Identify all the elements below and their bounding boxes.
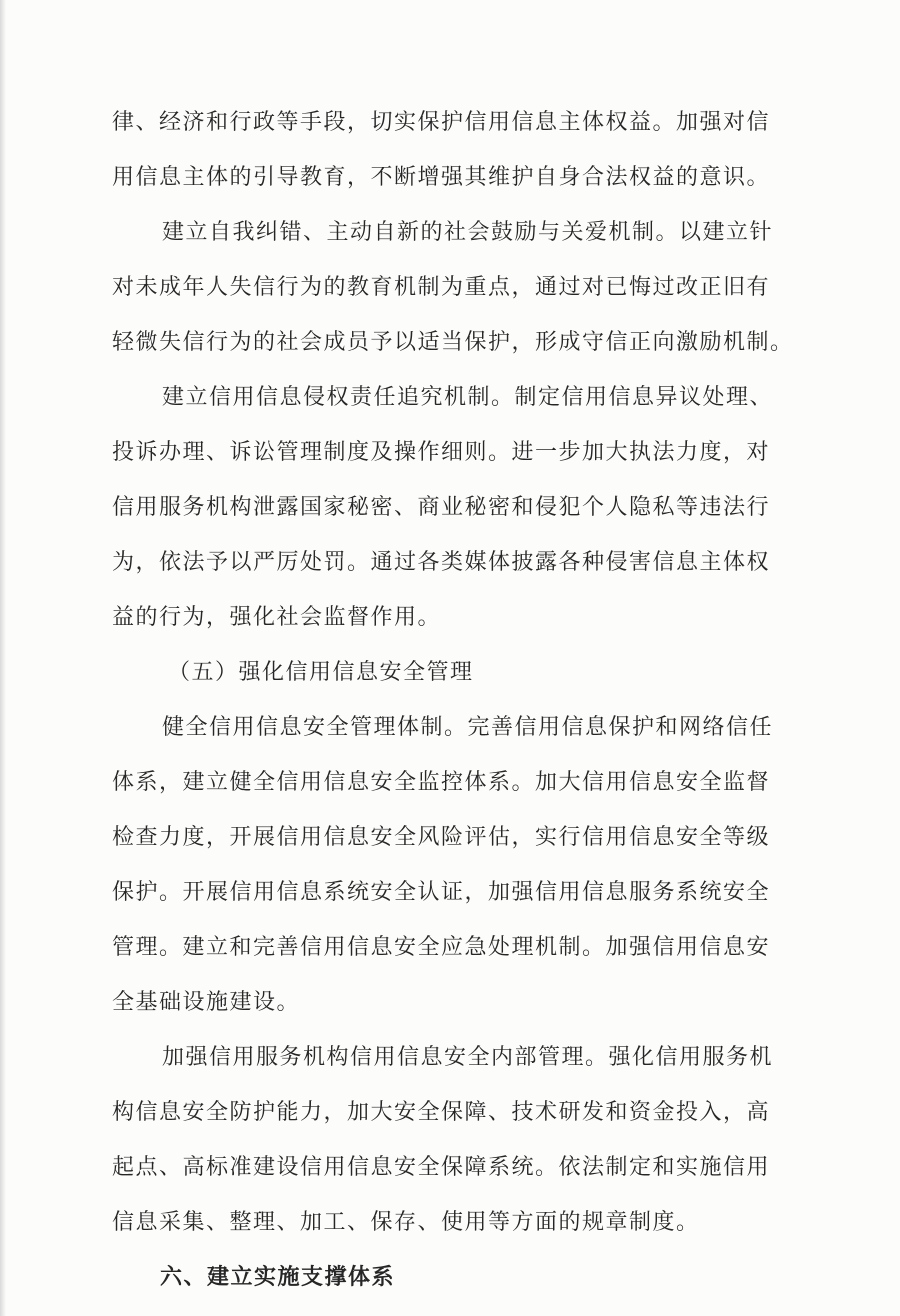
heading-text: 六、建立实施支撑体系 [160,1264,396,1290]
text-line: 轻微失信行为的社会成员予以适当保护，形成守信正向激励机制。 [112,330,794,355]
heading-text: （五）强化信用信息安全管理 [168,660,474,685]
page-edge-shadow [0,0,6,1316]
paragraph-rights-protection [112,95,812,205]
text-line: 构信息安全防护能力，加大安全保障、技术研发和资金投入，高 [112,1100,771,1125]
text-line: 全基础设施建设。 [112,990,301,1015]
text-line: 用信息主体的引导教育，不断增强其维护自身合法权益的意识。 [112,165,771,190]
text-line: 管理。建立和完善信用信息安全应急处理机制。加强信用信息安 [112,935,771,960]
text-line: 保护。开展信用信息系统安全认证，加强信用信息服务系统安全 [112,880,771,905]
text-line: 信息采集、整理、加工、保存、使用等方面的规章制度。 [112,1210,700,1235]
text-line: 体系，建立健全信用信息安全监控体系。加大信用信息安全监督 [112,770,771,795]
paragraph-self-correction [112,205,812,370]
text-line: 投诉办理、诉讼管理制度及操作细则。进一步加大执法力度，对 [112,440,771,465]
paragraph-infringement-liability [112,370,812,645]
text-line: 益的行为，强化社会监督作用。 [112,605,442,630]
section-heading-6 [112,1250,812,1305]
text-line: 检查力度，开展信用信息安全风险评估，实行信用信息安全等级 [112,825,771,850]
section-heading-5 [112,645,812,700]
text-line: 建立信用信息侵权责任追究机制。制定信用信息异议处理、 [162,385,774,410]
text-line: 加强信用服务机构信用信息安全内部管理。强化信用服务机 [162,1045,774,1070]
paragraph-internal-management [112,1030,812,1250]
text-line: 对未成年人失信行为的教育机制为重点，通过对已悔过改正旧有 [112,275,771,300]
text-line: 建立自我纠错、主动自新的社会鼓励与关爱机制。以建立针 [162,220,774,245]
text-line: 律、经济和行政等手段，切实保护信用信息主体权益。加强对信 [112,110,771,135]
paragraph-security-management [112,700,812,1030]
text-line: 健全信用信息安全管理体制。完善信用信息保护和网络信任 [162,715,774,740]
text-line: 起点、高标准建设信用信息安全保障系统。依法制定和实施信用 [112,1155,771,1180]
text-line: 信用服务机构泄露国家秘密、商业秘密和侵犯个人隐私等违法行 [112,495,771,520]
document-body [112,95,812,1305]
text-line: 为，依法予以严厉处罚。通过各类媒体披露各种侵害信息主体权 [112,550,771,575]
